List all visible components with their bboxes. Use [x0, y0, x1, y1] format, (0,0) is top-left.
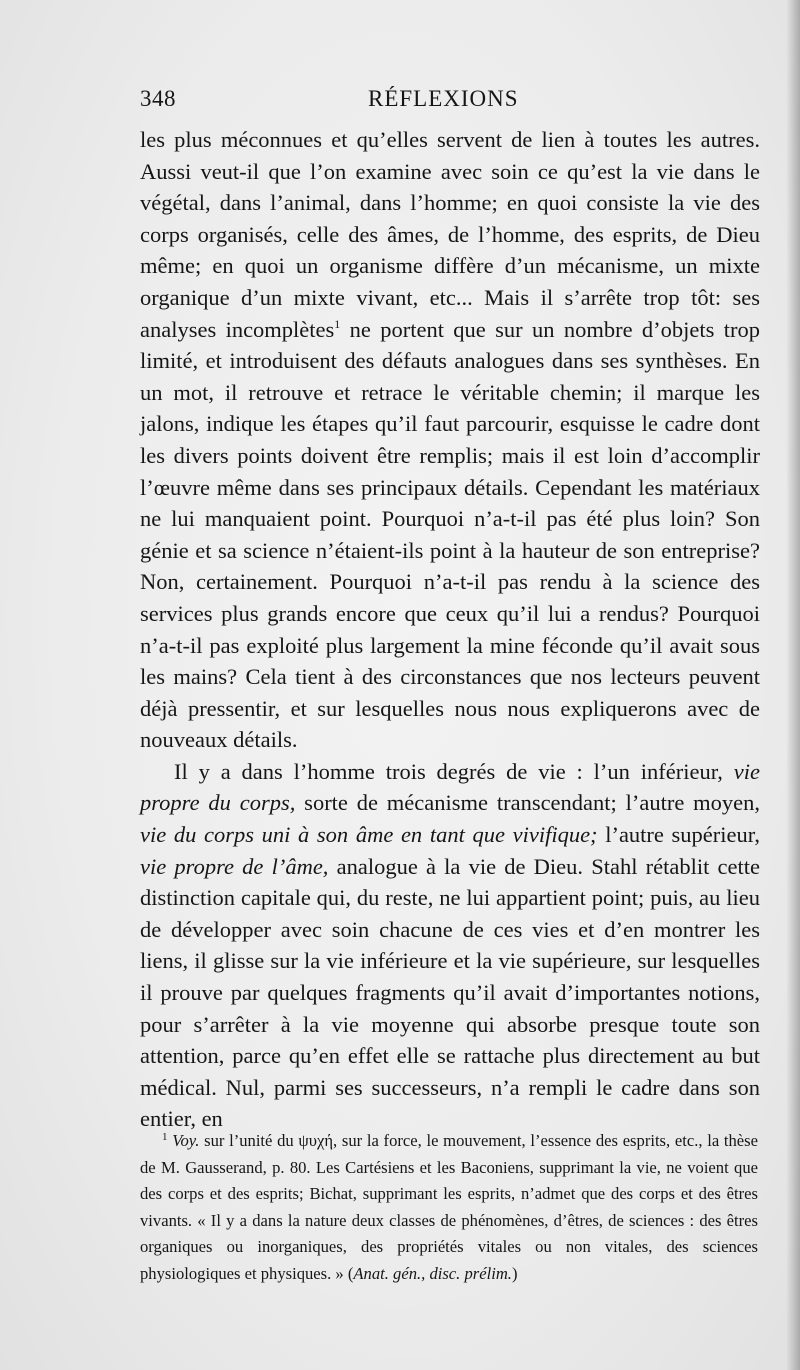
- main-text: [140, 124, 760, 1135]
- paragraph-2: [140, 756, 760, 1135]
- paragraph-2-text-c: l’autre supérieur,: [597, 822, 760, 848]
- footnote-marker: 1: [162, 1131, 168, 1143]
- paragraph-2-text-a: Il y a dans l’homme trois degrés de vie : l’un inférieur,: [174, 758, 734, 784]
- footnotes: [140, 1128, 758, 1288]
- running-title: RÉFLEXIONS: [368, 86, 519, 111]
- footnote-citation: Anat. gén., disc. prélim.: [353, 1263, 512, 1283]
- footnote-text-a: sur l’unité du ψυχή, sur la force, le mouvement, l’essence des esprits, etc., la thèse de M. Gausserand, p. 80. Les Cartésiens et les Baconiens, supprimant la vie, ne voient que des corps et des esprits; Bichat, supprimant les esprits, n’admet que des corps et des êtres vivants. « Il y a dans la nature deux classes de phénomènes, d’êtres, de sciences : des êtres organiques ou inorganiques, des propriétés vitales ou non vitales, des sciences physiologiques et physiques. » (: [140, 1131, 758, 1283]
- footnote-text-b: ): [511, 1263, 518, 1283]
- paragraph-2-italic-c: vie propre de l’âme,: [140, 853, 329, 879]
- footnote-1: [140, 1128, 758, 1288]
- paragraph-1: [140, 124, 760, 756]
- paragraph-1-text-b: ne portent que sur un nombre d’objets trop limité, et introduisent des défauts analogues dans ses synthèses. En un mot, il retrouve et retrace le véritable chemin; il marque les jalons, indique les étapes qu’il faut parcourir, esquisse le cadre dont les divers points doivent être remplis; mais il est loin d’accomplir l’œuvre même dans ses principaux détails. Cependant les matériaux ne lui manquaient point. Pourquoi n’a-t-il pas été plus loin? Son génie et sa science n’étaient-ils point à la hauteur de son entreprise? Non, certainement. Pourquoi n’a-t-il pas rendu à la science des services plus grands encore que ceux qu’il lui a rendus? Pourquoi n’a-t-il pas exploité plus largement la mine féconde qu’il avait sous les mains? Cela tient à des circonstances que nos lecteurs peuvent déjà pressentir, et sur lesquelles nous nous expliquerons avec de nouveaux détails.: [140, 316, 760, 753]
- page-number: 348: [140, 86, 176, 111]
- paragraph-2-text-b: sorte de mécanisme transcendant; l’autre moyen,: [295, 790, 761, 816]
- page-header: [140, 86, 760, 120]
- footnote-voy: Voy.: [172, 1131, 200, 1150]
- paragraph-2-italic-b: vie du corps uni à son âme en tant que vivifique;: [140, 822, 598, 848]
- paragraph-1-text-a: les plus méconnues et qu’elles servent de lien à toutes les autres. Aussi veut-il que l’on examine avec soin ce qu’est la vie dans le végétal, dans l’animal, dans l’homme; en quoi consiste la vie des corps organisés, celle des âmes, de l’homme, des esprits, de Dieu même; en quoi un organisme diffère d’un mécanisme, un mixte organique d’un mixte vivant, etc... Mais il s’arrête trop tôt: ses analyses incomplètes: [140, 127, 760, 342]
- page-edge-shadow: [786, 0, 800, 1370]
- paragraph-2-italic-a: vie propre du corps,: [140, 758, 760, 816]
- paragraph-2-text-d: analogue à la vie de Dieu. Stahl rétablit cette distinction capitale qui, du reste, ne lui appartient point; puis, au lieu de développer avec soin chacune de ces vies et d’en montrer les liens, il glisse sur la vie inférieure et la vie supérieure, sur lesquelles il prouve par quelques fragments qu’il avait d’importantes notions, pour s’arrêter à la vie moyenne qui absorbe presque toute son attention, parce qu’en effet elle se rattache plus directement au but médical. Nul, parmi ses successeurs, n’a rempli le cadre dans son entier, en: [140, 853, 760, 1132]
- footnote-reference: 1: [334, 316, 341, 331]
